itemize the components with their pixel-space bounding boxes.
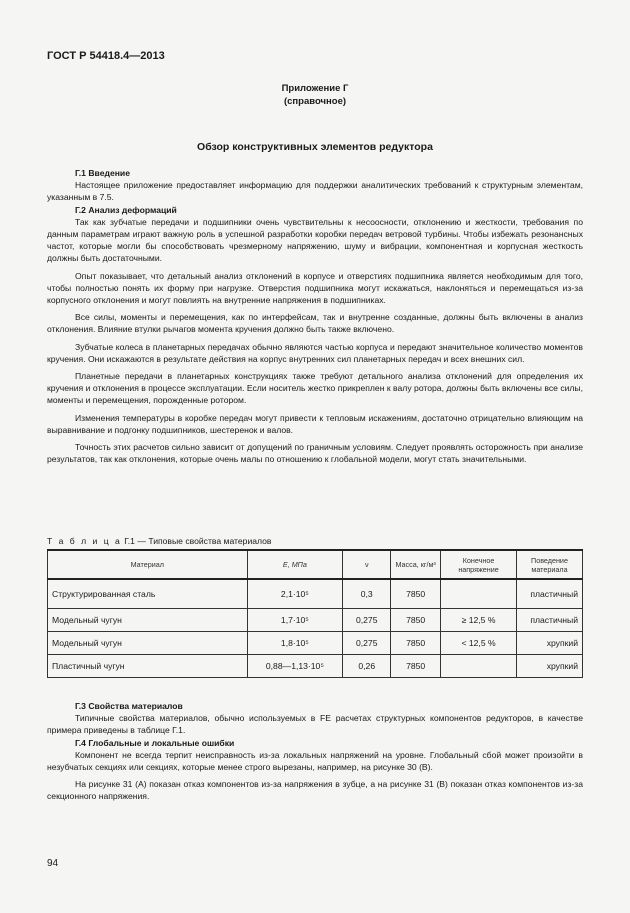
table-cell: 1,8·10⁵ (247, 632, 343, 655)
table-cell: Модельный чугун (48, 632, 248, 655)
table-cell: Модельный чугун (48, 609, 248, 632)
table-caption (47, 536, 272, 546)
header-cell: Масса, кг/м³ (391, 550, 441, 579)
table-cell: 1,7·10⁵ (247, 609, 343, 632)
paragraph: Типичные свойства материалов, обычно используемых в FE расчетах структурных компонентов редукторов, в качестве примера приведены в таблице Г.1. (47, 713, 583, 736)
document-title: Обзор конструктивных элементов редуктора (197, 141, 433, 153)
standard-number: ГОСТ Р 54418.4—2013 (47, 50, 165, 62)
table-cell: 0,3 (343, 579, 391, 609)
header-cell: Поведение материала (517, 550, 583, 579)
paragraph: Опыт показывает, что детальный анализ отклонений в корпусе и отверстиях подшипника является необходимым для того, чтобы полностью понять их форму при нагрузке. Отверстия подшипника могут искажаться, наклоняться и перемещаться из-за корпусного отклонения и могут повлиять на внутренние напряжения в подшипниках. (47, 270, 583, 306)
paragraph: Настоящее приложение предоставляет информацию для поддержки аналитических требований к структурным элементам, указанным в 7.5. (47, 180, 583, 203)
header-cell: Материал (48, 550, 248, 579)
table-cell: 2,1·10⁵ (247, 579, 343, 609)
table-cell: 0,275 (343, 609, 391, 632)
table-cell: Структурированная сталь (48, 579, 248, 609)
table-cell: пластичный (517, 609, 583, 632)
header-cell: ν (343, 550, 391, 579)
table-cell: < 12,5 % (441, 632, 517, 655)
section-heading: Г.4 Глобальные и локальные ошибки (75, 737, 235, 748)
table-cell: пластичный (517, 579, 583, 609)
paragraph: Зубчатые колеса в планетарных передачах обычно являются частью корпуса и передают значительное количество моментов кручения. Они искажаются в результате действия на корпус внутренних сил планетарных передач и всех внешних сил. (47, 341, 583, 364)
header-cell: Конечное напряжение (441, 550, 517, 579)
annex-label: Приложение Г (281, 83, 349, 94)
table-cell: 0,275 (343, 632, 391, 655)
table-cell (441, 579, 517, 609)
section-heading: Г.2 Анализ деформаций (75, 204, 177, 215)
table-row (48, 632, 583, 655)
paragraph: Точность этих расчетов сильно зависит от допущений по граничным условиям. Следует проявлять осторожность при анализе результатов, так как отклонения, которые очень малы по отношению к глобальной модели, могут стать значительными. (47, 442, 583, 465)
table-row (48, 655, 583, 678)
table-row (48, 579, 583, 609)
table-cell: Пластичный чугун (48, 655, 248, 678)
annex-type: (справочное) (283, 96, 347, 107)
table-caption-prefix: Т а б л и ц а (47, 536, 122, 546)
table-cell: 7850 (391, 632, 441, 655)
table-row (48, 609, 583, 632)
table-cell: 7850 (391, 655, 441, 678)
table-cell: 0,88—1,13·10⁵ (247, 655, 343, 678)
materials-table (47, 549, 583, 678)
table-caption-text: Г.1 — Типовые свойства материалов (124, 536, 272, 546)
paragraph: Планетные передачи в планетарных конструкциях также требуют детального анализа отклонений для определения их кручения и отклонения в процессе эксплуатации. Если носитель жестко прикреплен к валу ротора, должны быть включены все силы, моменты и перемещения, порожденные ротором. (47, 371, 583, 406)
main-text (47, 167, 583, 470)
table-cell: 0,26 (343, 655, 391, 678)
table-cell: ≥ 12,5 % (441, 609, 517, 632)
paragraph: Изменения температуры в коробке передач могут привести к тепловым искажениям, достаточно отрицательно влияющим на выравнивание и подгонку подшипников, шестеренок и валов. (47, 412, 583, 435)
table-cell: хрупкий (517, 655, 583, 678)
paragraph: На рисунке 31 (А) показан отказ компонентов из-за напряжения в зубце, а на рисунке 31 (В) показан отказ компонентов из-за секционного напряжения. (47, 779, 583, 802)
table-cell: хрупкий (517, 632, 583, 655)
page-number: 94 (47, 858, 59, 869)
table-cell: 7850 (391, 579, 441, 609)
section-heading: Г.1 Введение (75, 168, 130, 178)
header-cell: E, МПа (247, 550, 343, 579)
section-heading: Г.3 Свойства материалов (75, 701, 183, 711)
table-header-row (48, 550, 583, 579)
paragraph: Все силы, моменты и перемещения, как по интерфейсам, так и внутренне созданные, должны быть включены в анализ отклонения. Влияние втулки рычагов момента кручения должно быть также включено. (47, 312, 583, 335)
main-text-continued (47, 700, 583, 808)
table-cell (441, 655, 517, 678)
table-cell: 7850 (391, 609, 441, 632)
paragraph: Так как зубчатые передачи и подшипники очень чувствительны к несоосности, отклонению и жесткости, требования по данным параметрам играют важную роль в успешной разработки коробки передач ветровой турбины. Чтобы избежать резонансных частот, которые могли бы способствовать чрезмерному напряжению, шуму и вибрации, компонентная и корпусная жесткость должны быть достаточными. (47, 216, 583, 264)
paragraph: Компонент не всегда терпит неисправность из-за локальных напряжений на уровне. Глобальный сбой может произойти в незубчатых секциях или секциях, которые менее строго вырезаны, например, на рисунке 30 (В). (47, 749, 583, 773)
